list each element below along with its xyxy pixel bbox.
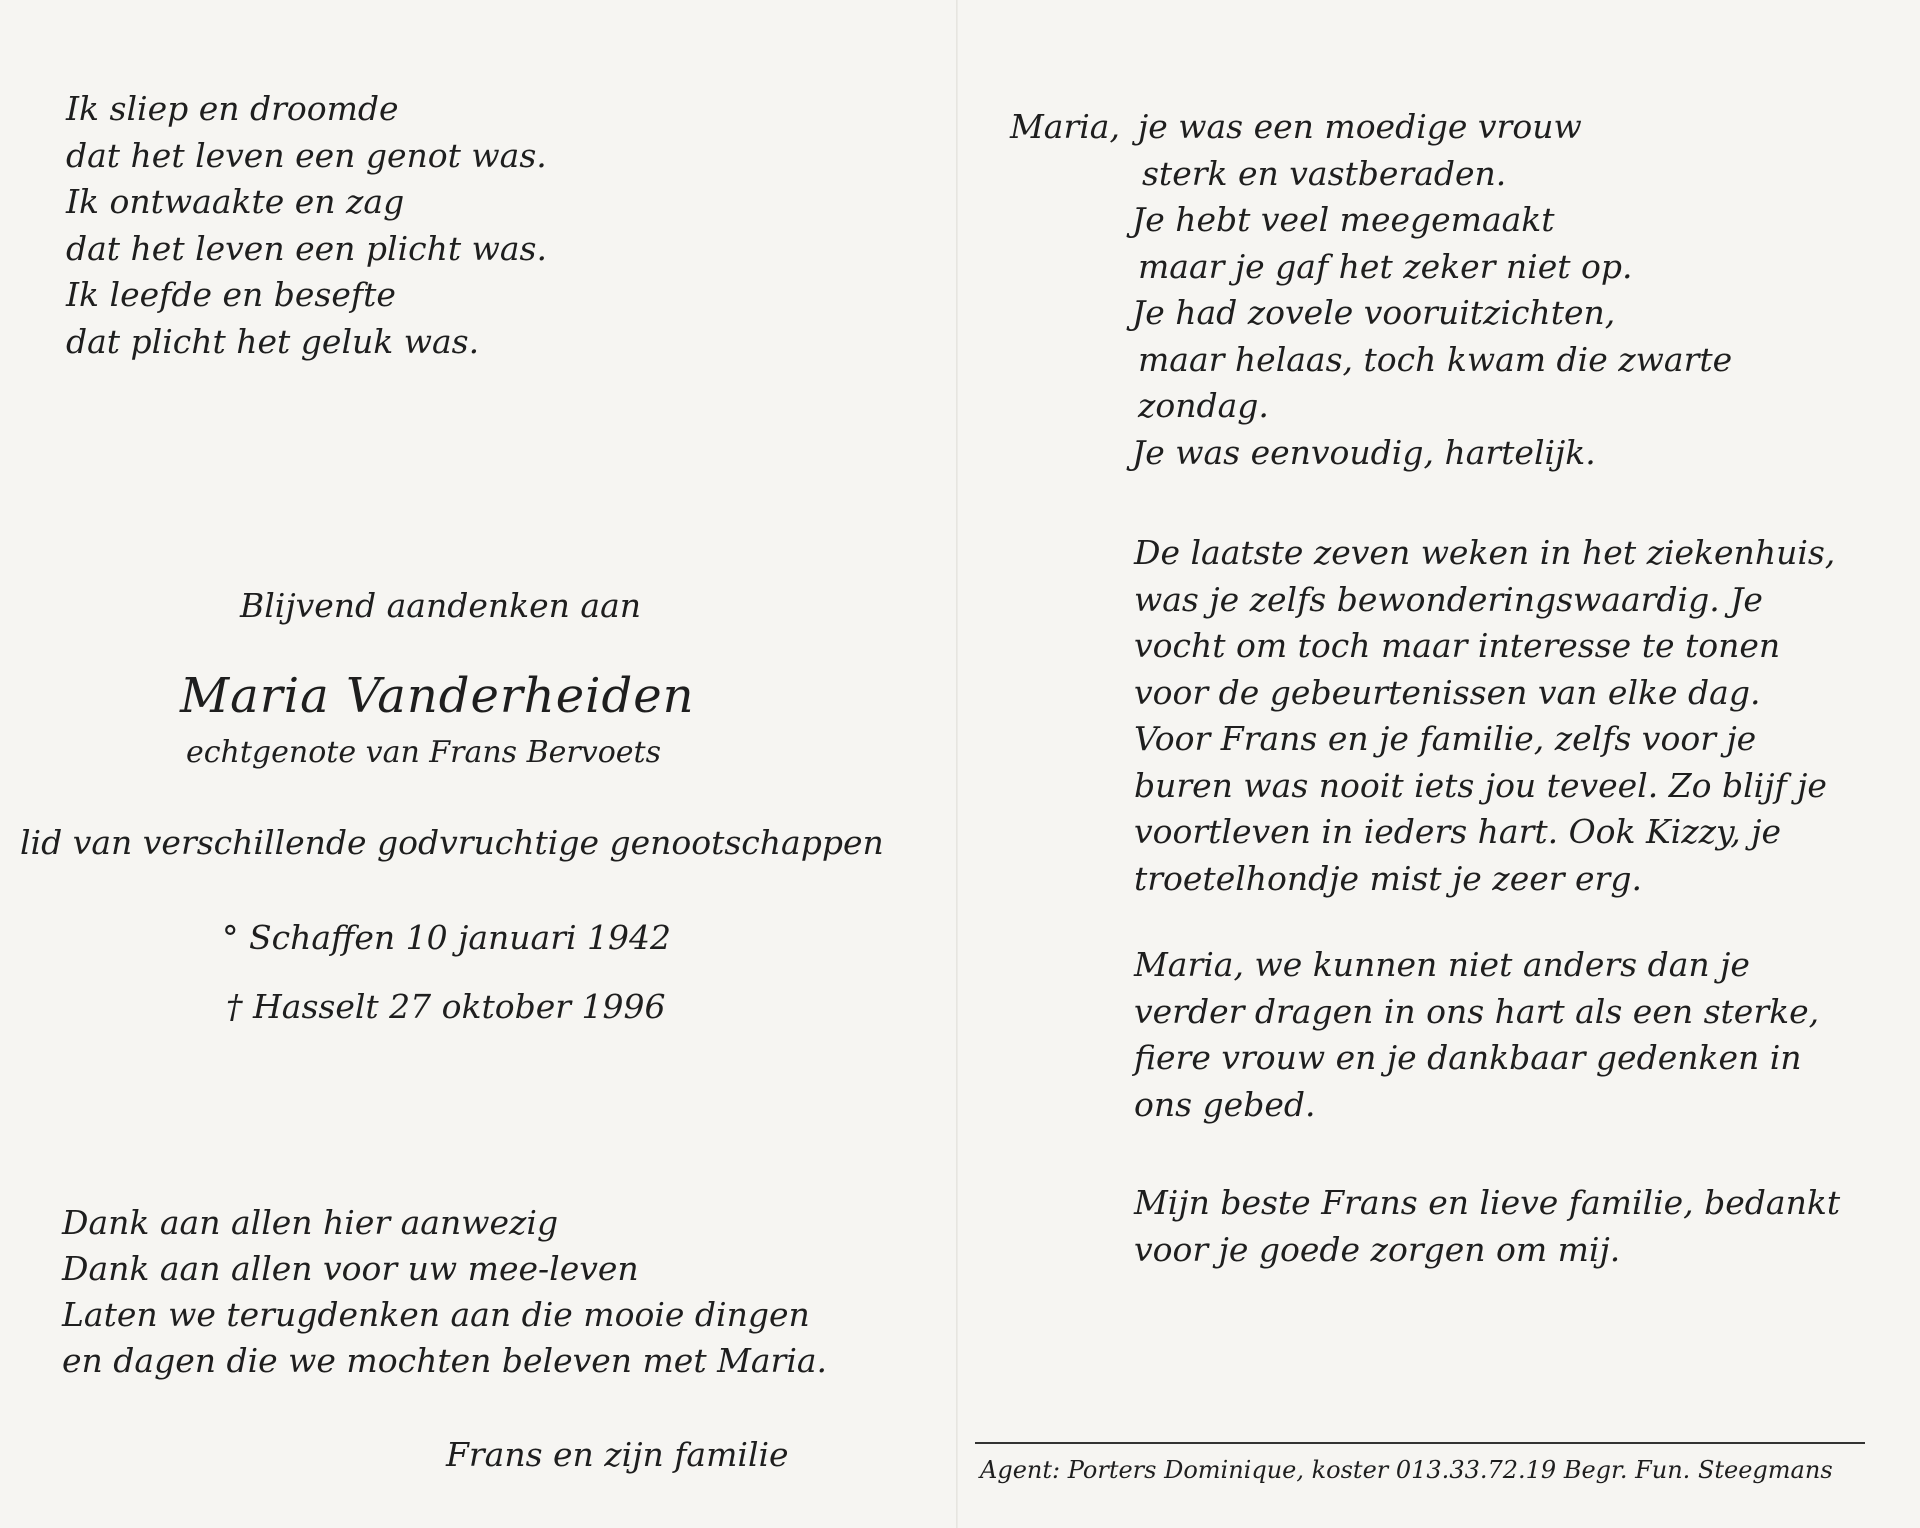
tribute-line: zondag.	[1138, 386, 1269, 425]
poem-line: dat het leven een genot was.	[66, 135, 547, 175]
tribute-paragraph	[1134, 530, 1835, 902]
deceased-name: Maria Vanderheiden	[180, 668, 695, 724]
poem-line: Ik sliep en droomde	[66, 89, 399, 128]
thanks-line: en dagen die we mochten beleven met Maria.	[62, 1341, 828, 1380]
paragraph-line: De laatste zeven weken in het ziekenhuis,	[1134, 533, 1836, 572]
tribute-poem	[1132, 104, 1733, 476]
paragraph-line: Mijn beste Frans en lieve familie, bedankt	[1134, 1183, 1841, 1222]
paragraph-line: troetelhondje mist je zeer erg.	[1134, 858, 1642, 898]
tribute-line: maar je gaf het zeker niet op.	[1138, 246, 1633, 286]
family-signature: Frans en zijn familie	[446, 1435, 789, 1474]
paragraph-line: buren was nooit iets jou teveel. Zo blijf je	[1134, 765, 1827, 805]
tribute-line: Je hebt veel meegemaakt	[1132, 200, 1555, 239]
tribute-line: Je was eenvoudig, hartelijk.	[1132, 432, 1596, 472]
tribute-line: sterk en vastberaden.	[1142, 153, 1507, 193]
tribute-line: maar helaas, toch kwam die zwarte	[1138, 339, 1733, 379]
tribute-line: je was een moedige vrouw	[1138, 107, 1582, 146]
thanks-line: Laten we terugdenken aan die mooie dingen	[62, 1295, 810, 1334]
paragraph-line: was je zelfs bewonderingswaardig. Je	[1134, 579, 1763, 619]
opening-poem	[66, 86, 547, 365]
thanks-line: Dank aan allen hier aanwezig	[62, 1203, 559, 1242]
tribute-paragraph	[1134, 1180, 1840, 1273]
poem-line: Ik ontwaakte en zag	[66, 182, 405, 221]
tribute-paragraph	[1134, 942, 1819, 1128]
society-line: lid van verschillende godvruchtige genootschappen	[20, 823, 884, 862]
paragraph-line: verder dragen in ons hart als een sterke,	[1134, 991, 1820, 1031]
thanks-verse	[62, 1200, 827, 1384]
paragraph-line: voortleven in ieders hart. Ook Kizzy, je	[1134, 812, 1781, 851]
death-line: † Hasselt 27 oktober 1996	[226, 987, 666, 1026]
paragraph-line: Maria, we kunnen niet anders dan je	[1134, 945, 1750, 984]
spouse-line: echtgenote van Frans Bervoets	[186, 735, 661, 770]
poem-line: dat het leven een plicht was.	[66, 228, 547, 268]
card-fold	[956, 0, 958, 1528]
memory-intro: Blijvend aandenken aan	[240, 586, 642, 625]
paragraph-line: ons gebed.	[1134, 1084, 1316, 1124]
footer-agent-line: Agent: Porters Dominique, koster 013.33.72.19 Begr. Fun. Steegmans	[980, 1456, 1833, 1484]
thanks-line: Dank aan allen voor uw mee-leven	[62, 1249, 639, 1288]
paragraph-line: voor de gebeurtenissen van elke dag.	[1134, 672, 1761, 712]
paragraph-line: vocht om toch maar interesse te tonen	[1134, 626, 1781, 665]
birth-line: ° Schaffen 10 januari 1942	[222, 918, 672, 957]
paragraph-line: fiere vrouw en je dankbaar gedenken in	[1134, 1038, 1802, 1077]
paragraph-line: voor je goede zorgen om mij.	[1134, 1229, 1621, 1269]
tribute-line: Je had zovele vooruitzichten,	[1132, 293, 1616, 332]
paragraph-line: Voor Frans en je familie, zelfs voor je	[1134, 719, 1757, 758]
poem-line: Ik leefde en besefte	[66, 275, 396, 314]
poem-line: dat plicht het geluk was.	[66, 321, 480, 361]
right-intro-word: Maria,	[1010, 107, 1120, 146]
footer-divider	[975, 1442, 1865, 1444]
